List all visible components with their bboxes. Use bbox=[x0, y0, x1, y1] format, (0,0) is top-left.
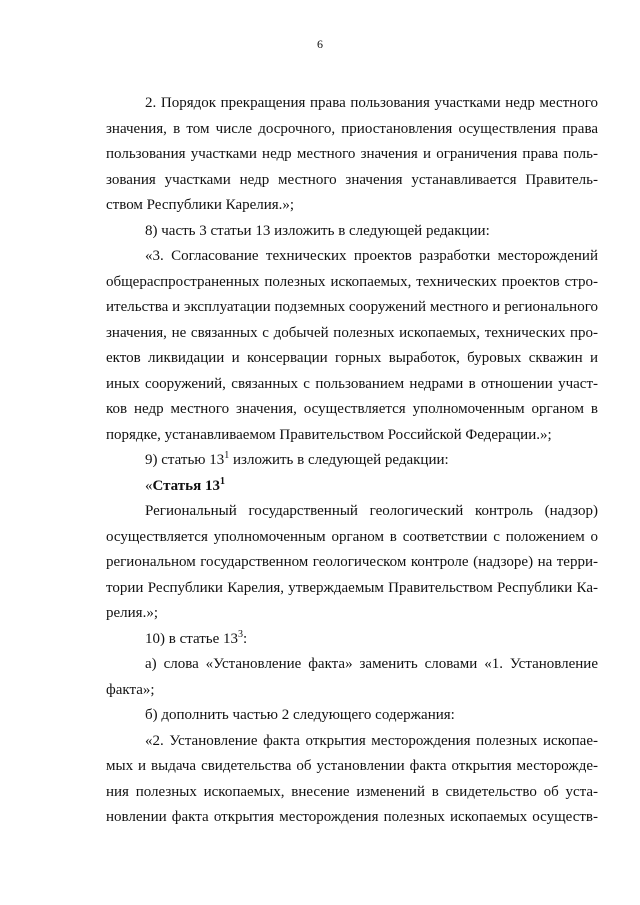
page-number: 6 bbox=[317, 37, 323, 51]
paragraph-termination-procedure bbox=[106, 91, 598, 219]
text-line: порядке, устанавливаемом Правительством Российской Федерации.»; bbox=[106, 426, 552, 443]
text-line: 2. Порядок прекращения права пользования участками недр местного bbox=[145, 95, 598, 111]
text-line: значения, не связанных с добычей полезных ископаемых, технических про- bbox=[106, 324, 598, 341]
text-line: ительства и эксплуатации подземных сооружений местного и регионального bbox=[106, 299, 598, 315]
item-9-text-end: изложить в следующей редакции: bbox=[229, 452, 449, 468]
text-line: зования участками недр местного значения устанавливается Правитель- bbox=[106, 171, 598, 188]
paragraph-subitem-b: б) дополнить частью 2 следующего содержания: bbox=[145, 707, 455, 723]
text-line: тории Республики Карелия, утверждаемым Правительством Республики Ка- bbox=[106, 579, 598, 596]
superscript: 1 bbox=[219, 475, 225, 487]
paragraph-deposit-discovery bbox=[106, 729, 598, 831]
text-line: «3. Согласование технических проектов разработки месторождений bbox=[145, 248, 598, 264]
text-line: факта»; bbox=[106, 681, 155, 698]
item-10-text-end: : bbox=[243, 630, 248, 647]
superscript: 1 bbox=[224, 450, 230, 461]
paragraph-subitem-a bbox=[106, 652, 598, 703]
paragraph-article-13-part-3 bbox=[106, 244, 598, 448]
text-line: релия.»; bbox=[106, 605, 158, 621]
paragraph-item-10 bbox=[106, 627, 598, 653]
text-line: осуществляется уполномоченным органом в соответствии с положением о bbox=[106, 528, 598, 545]
document-body bbox=[106, 91, 598, 831]
item-10-text: 10) в статье 13 bbox=[145, 630, 239, 647]
article-heading-title: Статья 13 bbox=[152, 477, 220, 494]
text-line: иных сооружений, связанных с пользованием недрами в отношении участ- bbox=[106, 375, 598, 392]
text-line: новлении факта открытия месторождения полезных ископаемых осуществ- bbox=[106, 809, 598, 825]
paragraph-geological-control bbox=[106, 499, 598, 627]
text-line: пользования участками недр местного значения и ограничения права поль- bbox=[106, 146, 598, 162]
text-line: мых и выдача свидетельства об установлении факта открытия месторожде- bbox=[106, 758, 598, 774]
text-line: значения, в том числе досрочного, приостановления осуществления права bbox=[106, 120, 598, 137]
text-line: «2. Установление факта открытия месторождения полезных ископае- bbox=[145, 732, 598, 749]
text-line: ектов ликвидации и консервации горных выработок, буровых скважин и bbox=[106, 350, 598, 366]
text-line: региональном государственном геологическом контроле (надзоре) на терри- bbox=[106, 554, 598, 570]
text-line: а) слова «Установление факта» заменить словами «1. Установление bbox=[145, 656, 598, 672]
article-heading bbox=[106, 474, 598, 500]
paragraph-item-9 bbox=[106, 448, 598, 474]
text-line: ков недр местного значения, осуществляется уполномоченным органом в bbox=[106, 401, 598, 417]
item-9-text: 9) статью 13 bbox=[145, 452, 225, 468]
paragraph-item-8: 8) часть 3 статьи 13 изложить в следующей редакции: bbox=[145, 222, 490, 239]
text-line: ния полезных ископаемых, внесение изменений в свидетельство об уста- bbox=[106, 783, 598, 800]
superscript: 3 bbox=[238, 628, 244, 640]
text-line: Региональный государственный геологический контроль (надзор) bbox=[145, 503, 598, 519]
text-line: общераспространенных полезных ископаемых, технических проектов стро- bbox=[106, 273, 598, 290]
opening-quote: « bbox=[145, 477, 153, 494]
text-line: ством Республики Карелия.»; bbox=[106, 197, 295, 213]
